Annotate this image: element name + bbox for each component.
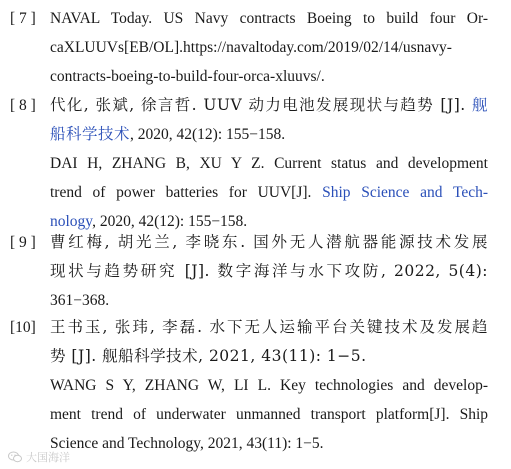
reference-number: [ 9 ] [10, 234, 36, 251]
reference-line [50, 429, 488, 458]
reference-text-segment: 现状与趋势研究 [J]. 数字海洋与水下攻防, 2022, 5(4): [50, 262, 488, 280]
reference-line [50, 62, 488, 91]
reference-line [50, 400, 488, 429]
reference-text [50, 313, 488, 458]
reference-line [50, 286, 488, 315]
reference-line [50, 178, 488, 207]
reference-text-segment: DAI H, ZHANG B, XU Y Z. Current status and development [50, 155, 488, 172]
reference-line [50, 313, 488, 342]
reference-text-segment: ment trend of underwater unmanned transport platform[J]. Ship [50, 406, 488, 423]
reference-number: [ 8 ] [10, 97, 36, 114]
reference-text-segment: NAVAL Today. US Navy contracts Boeing to build four Or- [50, 10, 488, 27]
journal-name: Ship Science and Tech- [322, 184, 488, 201]
reference-text-segment: , 2020, 42(12): 155−158. [130, 126, 286, 143]
wechat-logo-icon [8, 451, 22, 463]
reference-text-segment: contracts-boeing-to-build-four-orca-xluuvs/. [50, 68, 325, 85]
journal-name: nology [50, 213, 93, 230]
reference-number: [ 7 ] [10, 10, 36, 27]
reference-text-segment: WANG S Y, ZHANG W, LI L. Key technologies and develop- [50, 377, 488, 394]
reference-line [50, 257, 488, 286]
reference-text [50, 228, 488, 315]
journal-name: 舰 [471, 96, 488, 114]
reference-text [50, 91, 488, 236]
reference-line [50, 342, 488, 371]
watermark [8, 448, 70, 466]
reference-text-segment: trend of power batteries for UUV[J]. [50, 184, 323, 201]
reference-text-segment: 王书玉, 张玮, 李磊. 水下无人运输平台关键技术及发展趋 [50, 318, 488, 336]
reference-text [50, 4, 488, 91]
reference-line [50, 149, 488, 178]
reference-line [50, 228, 488, 257]
reference-text-segment: caXLUUVs[EB/OL].https://navaltoday.com/2019/02/14/usnavy- [50, 39, 452, 56]
reference-text-segment: Science and Technology, 2021, 43(11): 1−5. [50, 435, 324, 452]
reference-text-segment: 361−368. [50, 292, 110, 309]
reference-line [50, 91, 488, 120]
journal-name: 船科学技术 [50, 125, 131, 143]
reference-line [50, 371, 488, 400]
reference-text-segment: 代化, 张斌, 徐言哲. UUV 动力电池发展现状与趋势 [J]. [50, 96, 472, 114]
reference-line [50, 33, 488, 62]
reference-text-segment: 曹红梅, 胡光兰, 李晓东. 国外无人潜航器能源技术发展 [50, 233, 488, 251]
reference-line [50, 120, 488, 149]
reference-number: [10] [10, 319, 36, 336]
reference-text-segment: 势 [J]. 舰船科学技术, 2021, 43(11): 1−5. [50, 347, 367, 365]
watermark-text: 大国海洋 [26, 451, 70, 464]
reference-line [50, 4, 488, 33]
reference-text-segment: , 2020, 42(12): 155−158. [92, 213, 248, 230]
